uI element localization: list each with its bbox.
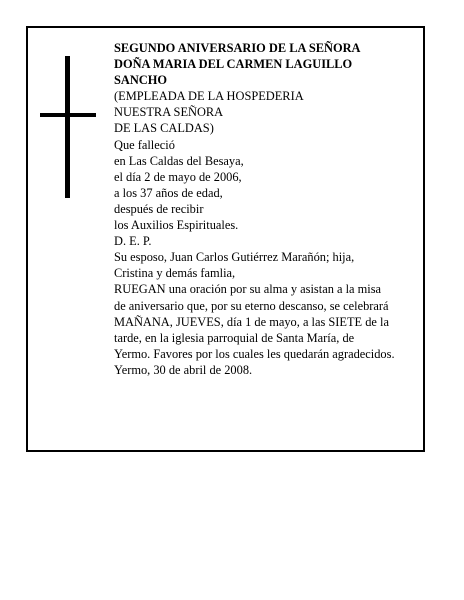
sacrament-line-2: los Auxilios Espirituales. — [114, 218, 239, 233]
employer-line-2: NUESTRA SEÑORA — [114, 105, 224, 120]
request-line-4: tarde, en la iglesia parroquial de Santa María, de — [114, 330, 355, 345]
sacrament-line-1: después de recibir — [114, 201, 204, 216]
heading-line-1: SEGUNDO ANIVERSARIO DE LA SEÑORA — [114, 41, 361, 55]
death-date-line: el día 2 de mayo de 2006, — [114, 169, 242, 184]
heading-line-2: DOÑA MARIA DEL CARMEN LAGUILLO — [114, 57, 353, 72]
request-line-1: RUEGAN una oración por su alma y asistan a la misa — [114, 282, 382, 297]
cross-horizontal-bar — [40, 113, 96, 117]
place-date-line: Yermo, 30 de abril de 2008. — [114, 362, 253, 377]
request-line-5: Yermo. Favores por los cuales les quedarán agradecidos. — [114, 346, 395, 361]
employer-line-1: (EMPLEADA DE LA HOSPEDERIA — [114, 89, 304, 104]
cross-icon — [40, 56, 96, 198]
age-line: a los 37 años de edad, — [114, 185, 223, 200]
obituary-notice — [26, 26, 425, 452]
family-line-2: Cristina y demás famlia, — [114, 266, 236, 281]
death-line-1: Que falleció — [114, 137, 175, 152]
notice-text — [114, 40, 424, 378]
death-line-2: en Las Caldas del Besaya, — [114, 153, 244, 168]
request-line-3: MAÑANA, JUEVES, día 1 de mayo, a las SIETE de la — [114, 314, 389, 329]
dep-line: D. E. P. — [114, 234, 152, 249]
employer-line-3: DE LAS CALDAS) — [114, 121, 214, 136]
heading-line-3: SANCHO — [114, 73, 168, 88]
cross-vertical-bar — [65, 56, 70, 198]
request-line-2: de aniversario que, por su eterno descanso, se celebrará — [114, 298, 389, 313]
family-line-1: Su esposo, Juan Carlos Gutiérrez Marañón; hija, — [114, 250, 355, 265]
